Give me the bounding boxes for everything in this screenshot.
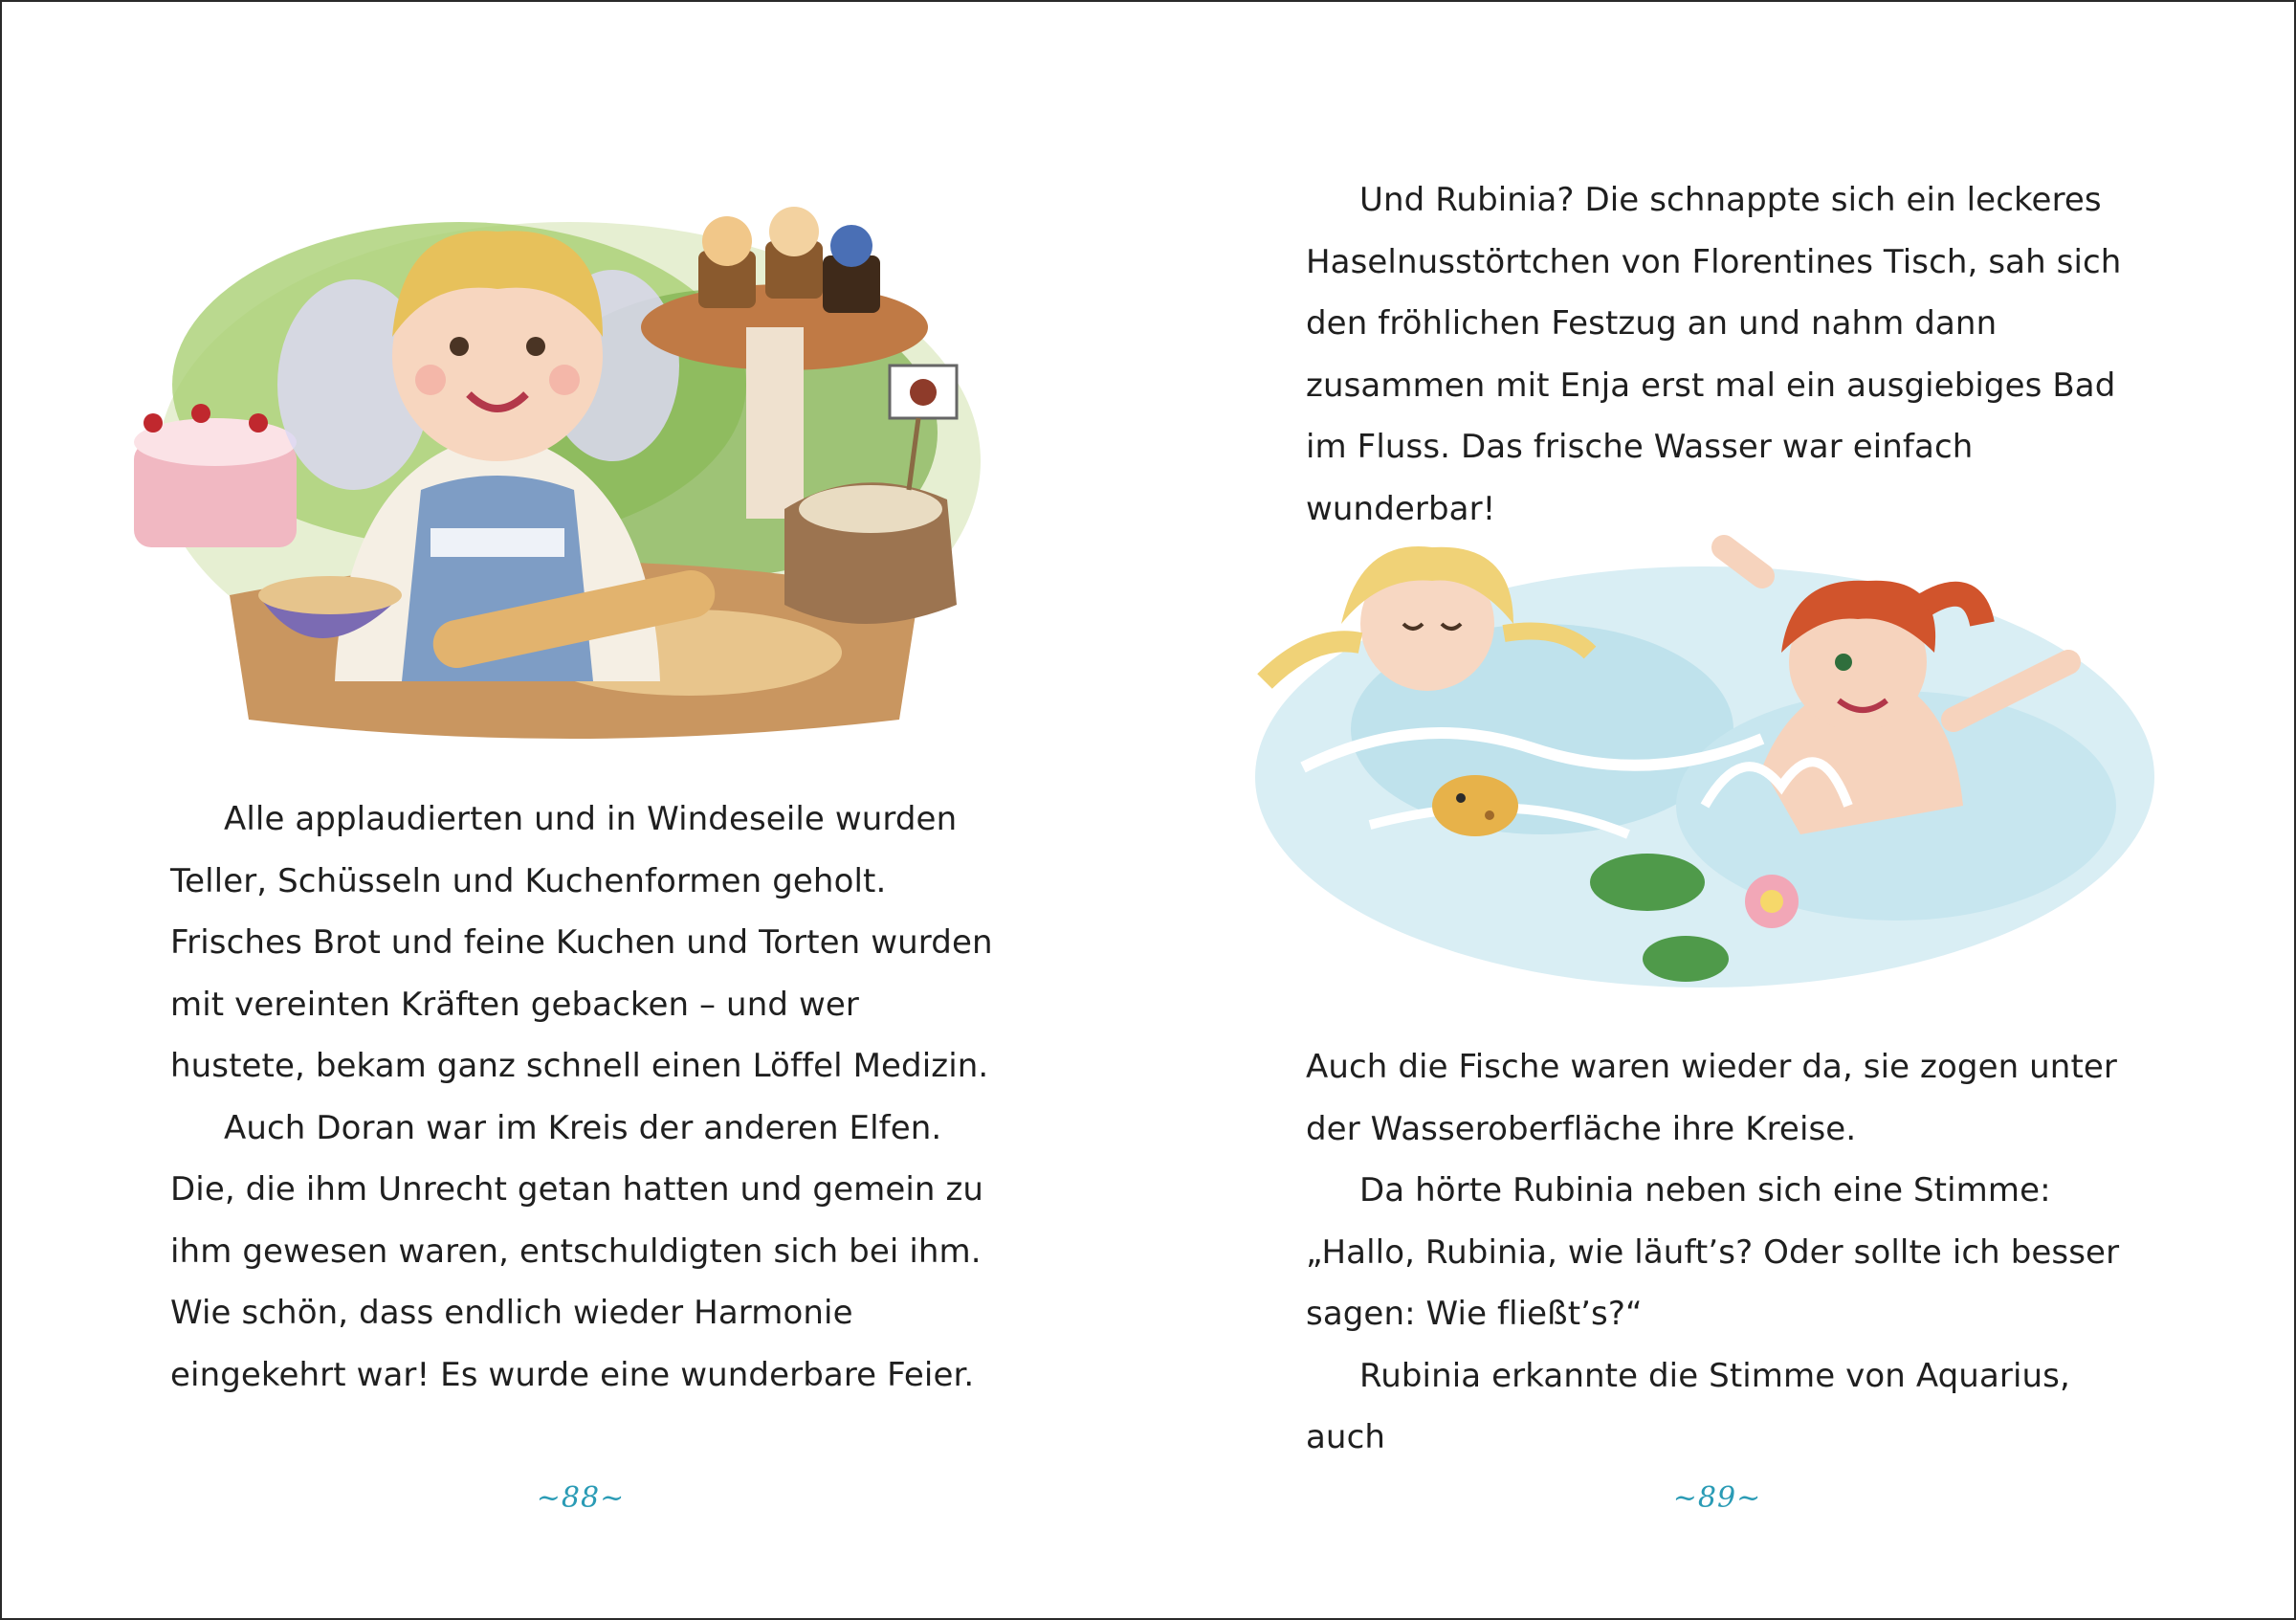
- left-page-text: [170, 788, 993, 1406]
- right-paragraph-1: Und Rubinia? Die schnappte sich ein leckeres Haselnusstörtchen von Florentines Tisch, sah sich den fröhlichen Festzug an und nahm dann zusammen mit Enja erst mal ein ausgiebiges Bad im Fluss. Das frische Wasser war einfach wunderbar!: [1306, 181, 2122, 528]
- swimming-girls-illustration: [1226, 519, 2183, 1016]
- page-number-right: ~89~: [1672, 1481, 1762, 1515]
- left-page: [2, 2, 1148, 1618]
- right-page-bottom-text: [1306, 1036, 2157, 1469]
- right-page-top-text: [1306, 169, 2157, 540]
- baking-fairy-illustration: [115, 145, 1024, 739]
- right-paragraph-2: Auch die Fische waren wieder da, sie zogen unter der Wasseroberfläche ihre Kreise.: [1306, 1048, 2117, 1148]
- right-paragraph-4: Rubinia erkannte die Stimme von Aquarius, auch: [1306, 1356, 2070, 1456]
- right-page: [1148, 2, 2294, 1618]
- left-paragraph-2: Auch Doran war im Kreis der anderen Elfen. Die, die ihm Unrecht getan hatten und gemein zu ihm gewesen waren, entschuldigten sich bei ihm. Wie schön, dass endlich wieder Harmonie eingekehrt war! Es wurde eine wunderbare Feier.: [170, 1108, 984, 1394]
- left-paragraph-1: Alle applaudierten und in Windeseile wurden Teller, Schüsseln und Kuchenformen geholt. Frisches Brot und feine Kuchen und Torten wurden mit vereinten Kräften gebacken – und wer hustete, bekam ganz schnell einen Löffel Medizin.: [170, 800, 993, 1085]
- page-number-left: ~88~: [536, 1481, 626, 1515]
- right-paragraph-3: Da hörte Rubinia neben sich eine Stimme: „Hallo, Rubinia, wie läuft’s? Oder sollte ich besser sagen: Wie fließt’s?“: [1306, 1171, 2120, 1333]
